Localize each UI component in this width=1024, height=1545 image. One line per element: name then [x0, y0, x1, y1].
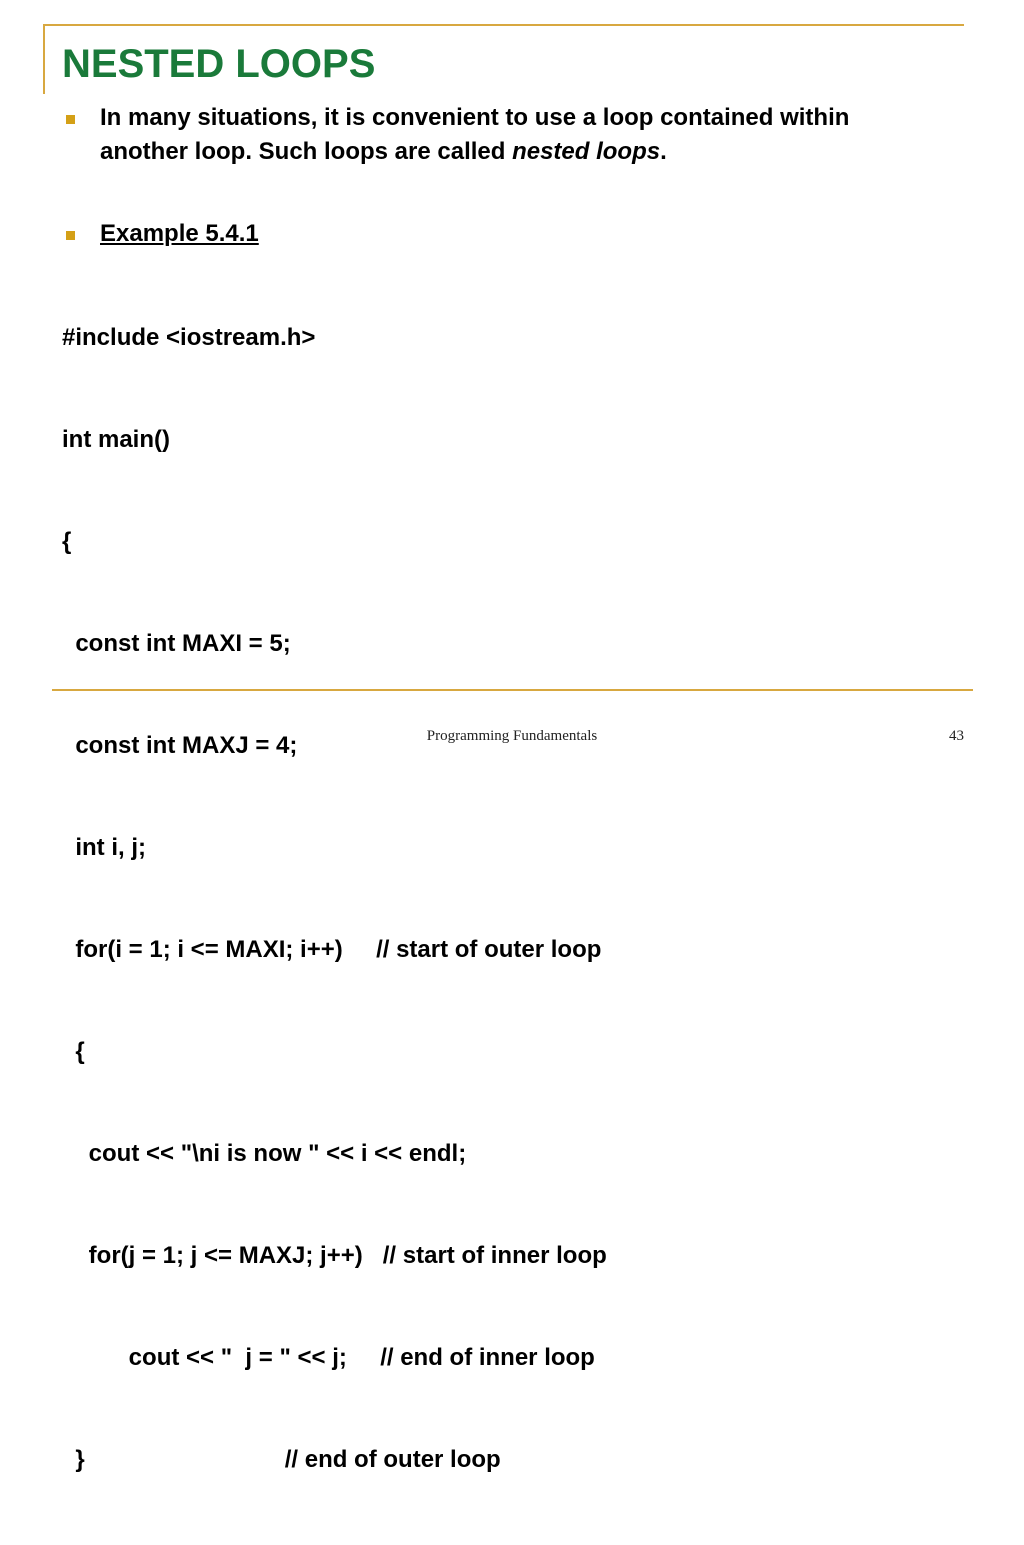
example-label: Example 5.4.1 — [100, 220, 259, 247]
bullet-intro-emphasis: nested loops — [512, 138, 661, 165]
frame-top-rule — [43, 24, 964, 26]
code-line: cout << "\ni is now " << i << endl; — [62, 1140, 467, 1167]
bullet-intro-text: In many situations, it is convenient to use a loop contained within another loop. Such loops are called — [100, 104, 850, 165]
code-line: } // end of outer loop — [62, 1446, 501, 1473]
code-line: int i, j; — [62, 834, 146, 861]
bullet-intro-period: . — [660, 138, 667, 165]
code-line: #include <iostream.h> — [62, 324, 316, 351]
code-line: for(i = 1; i <= MAXI; i++) // start of outer loop — [62, 936, 602, 963]
code-line: { — [62, 1038, 85, 1065]
footer-title: Programming Fundamentals — [426, 728, 598, 744]
code-line: int main() — [62, 426, 170, 453]
code-line: const int MAXI = 5; — [62, 630, 291, 657]
code-line: { — [62, 528, 72, 555]
footer-rule — [52, 689, 973, 691]
frame-left-rule — [43, 24, 45, 94]
bullet-intro — [100, 101, 920, 169]
page-number: 43 — [949, 728, 964, 744]
code-block — [62, 253, 607, 1545]
bullet-square-icon — [66, 115, 75, 124]
code-line: const int MAXJ = 4; — [62, 732, 298, 759]
code-line: cout << " j = " << j; // end of inner loop — [62, 1344, 595, 1371]
code-line: for(j = 1; j <= MAXJ; j++) // start of inner loop — [62, 1242, 607, 1269]
slide-title: NESTED LOOPS — [62, 42, 376, 86]
bullet-square-icon — [66, 231, 75, 240]
bullet-example — [100, 217, 259, 251]
